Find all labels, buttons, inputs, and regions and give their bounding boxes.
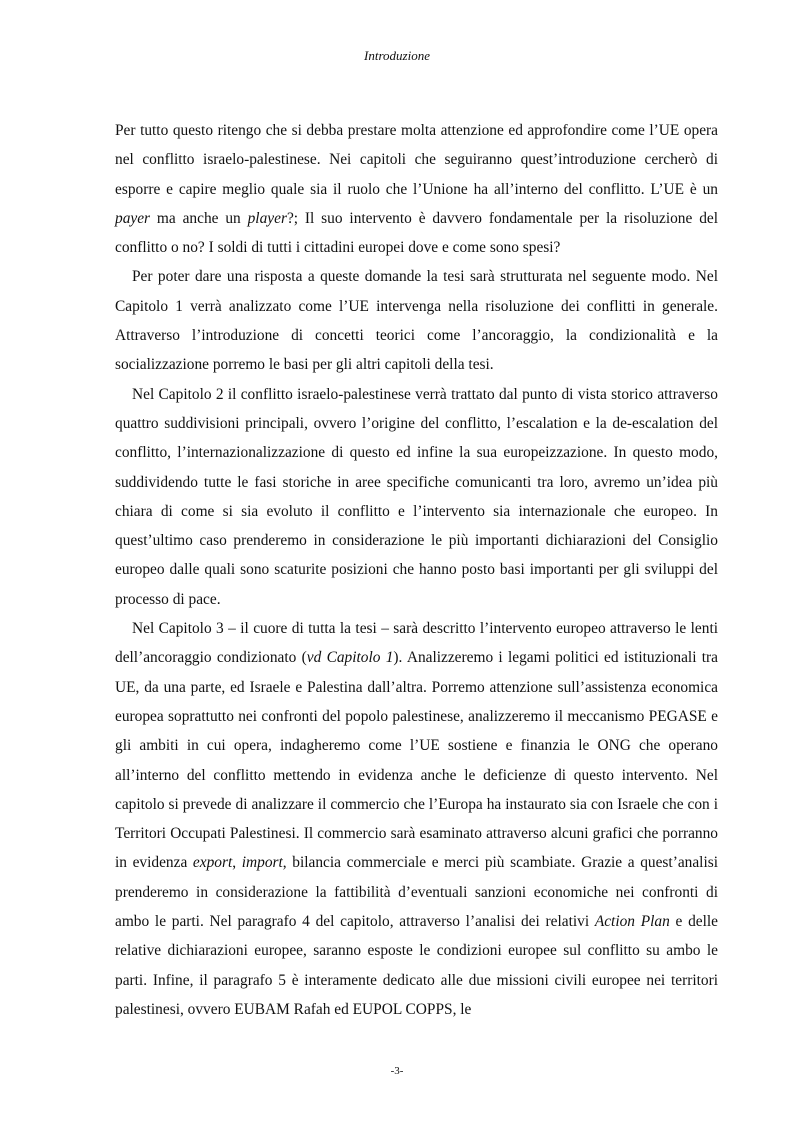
italic-term-import: import bbox=[241, 854, 283, 872]
text-span: Nel Capitolo 3 – il cuore di tutta la tesi – sarà descritto l’intervento europeo attraverso le lenti dell’ancoraggio condizionato ( bbox=[115, 620, 718, 667]
text-span: e delle relative dichiarazioni europee, saranno esposte le condizioni europee sul conflitto su ambo le parti. Infine, il paragrafo 5 è interamente dedicato alle due missioni civili europee nei territori palestinesi, ovvero EUBAM Rafah ed EUPOL COPPS, le bbox=[115, 913, 719, 1018]
italic-term-payer: payer bbox=[115, 209, 151, 227]
italic-term-player: player bbox=[247, 209, 287, 227]
paragraph-2 bbox=[115, 262, 718, 379]
text-span: , bilancia commerciale e merci più scambiate. Grazie a quest’analisi prenderemo in considerazione la fattibilità d’eventuali sanzioni economiche nei confronti di ambo le parti. Nel paragrafo 4 del capitolo, attraverso l’analisi dei relativi bbox=[115, 854, 719, 931]
italic-term-export: export bbox=[192, 854, 233, 872]
paragraph-1 bbox=[115, 116, 718, 262]
italic-term-action-plan: Action Plan bbox=[594, 913, 670, 931]
text-span: , bbox=[232, 854, 242, 872]
text-span: ma anche un bbox=[150, 209, 248, 227]
text-span: Per tutto questo ritengo che si debba prestare molta attenzione ed approfondire come l’UE opera nel conflitto israelo-palestinese. Nei capitoli che seguiranno quest’introduzione cercherò di esporre e capire meglio quale sia il ruolo che l’Unione ha all’interno del conflitto. L’UE è un bbox=[115, 122, 718, 198]
paragraph-4 bbox=[115, 614, 718, 1024]
italic-reference: vd Capitolo 1 bbox=[306, 649, 394, 667]
text-span: Nel Capitolo 2 il conflitto israelo-palestinese verrà trattato dal punto di vista storico attraverso quattro suddivisioni principali, ovvero l’origine del conflitto, l’escalation e la de-escalation del conflitto, l’internazionalizzazione di questo ed infine la sua europeizzazione. In questo modo, suddividendo tutte le fasi storiche in aree specifiche comunicanti tra loro, avremo un’idea più chiara di come si sia evoluto il conflitto e l’intervento sia internazionale che europeo. In quest’ultimo caso prenderemo in considerazione le più importanti dichiarazioni del Consiglio europeo dalle quali sono scaturite posizioni che hanno posto basi importanti per gli sviluppi del processo di pace. bbox=[115, 385, 718, 608]
page-number: -3- bbox=[390, 1065, 404, 1077]
paragraph-3 bbox=[115, 380, 718, 614]
text-span: ?; Il suo intervento è davvero fondamentale per la risoluzione del conflitto o no? I soldi di tutti i cittadini europei dove e come sono spesi? bbox=[115, 209, 719, 257]
text-span: ). Analizzeremo i legami politici ed istituzionali tra UE, da una parte, ed Israele e Palestina dall’altra. Porremo attenzione sull’assistenza economica europea soprattutto nei confronti del popolo palestinese, analizzeremo il meccanismo PEGASE e gli ambiti in cui opera, indagheremo come l’UE sostiene e finanzia le ONG che operano all’interno del conflitto mettendo in evidenza anche le deficienze di questo intervento. Nel capitolo si prevede di analizzare il commercio che l’Europa ha instaurato sia con Israele che con i Territori Occupati Palestinesi. Il commercio sarà esaminato attraverso alcuni grafici che porranno in evidenza bbox=[115, 649, 718, 872]
running-head: Introduzione bbox=[364, 48, 430, 63]
text-span: Per poter dare una risposta a queste domande la tesi sarà strutturata nel seguente modo. Nel Capitolo 1 verrà analizzato come l’UE intervenga nella risoluzione dei conflitti in generale. Attraverso l’introduzione di concetti teorici come l’ancoraggio, la condizionalità e la socializzazione porremo le basi per gli altri capitoli della tesi. bbox=[115, 268, 718, 374]
body-text bbox=[115, 116, 718, 1024]
